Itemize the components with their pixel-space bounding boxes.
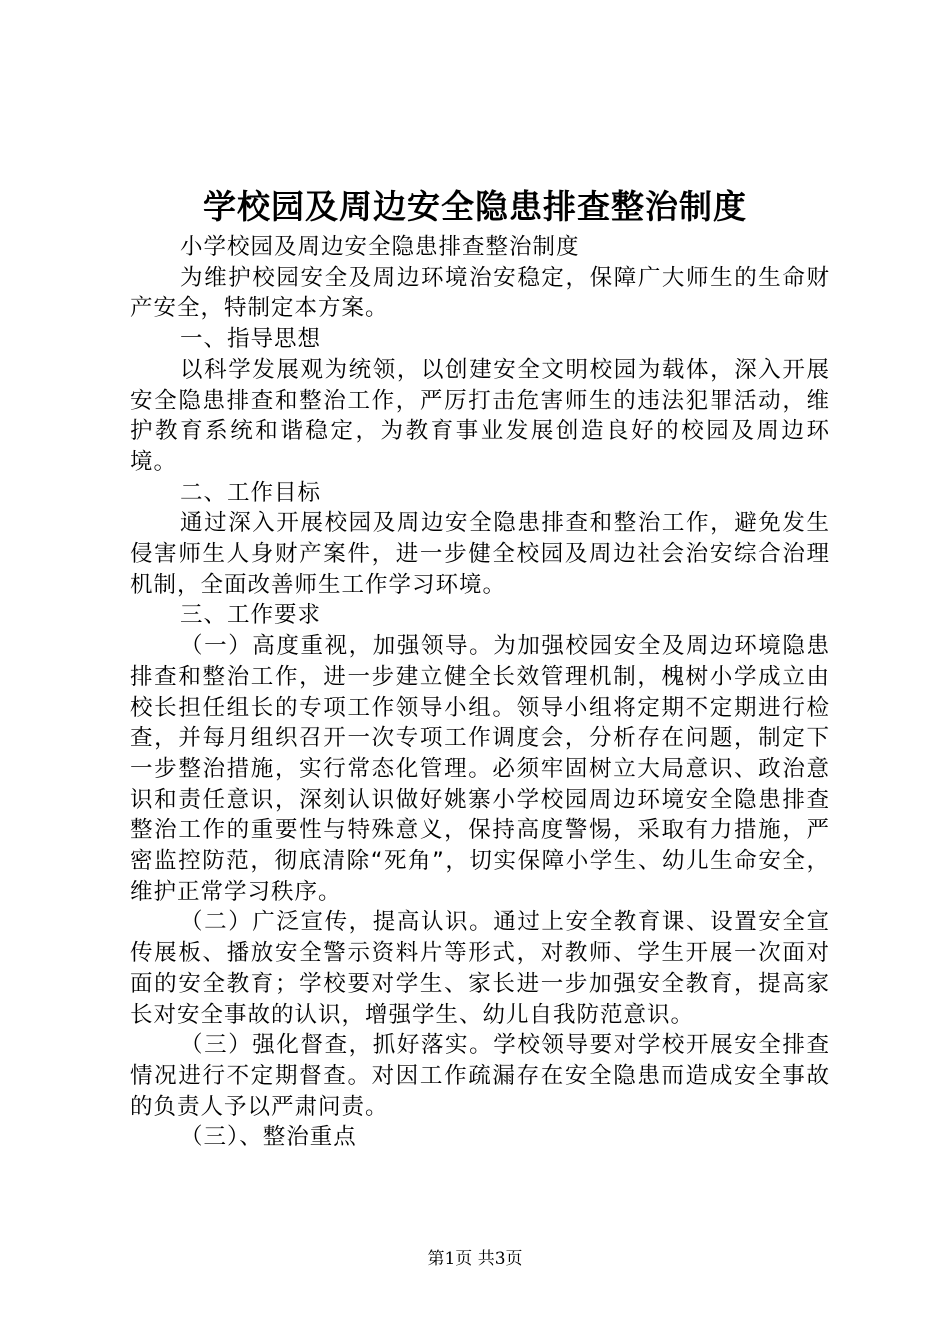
requirement-3-paragraph: （三）强化督查，抓好落实。学校领导要对学校开展安全排查情况进行不定期督查。对因工作疏漏存在安全隐患而造成安全事故的负责人予以严肃问责。: [130, 1032, 830, 1120]
section-heading-key-points: （三）、整治重点: [180, 1124, 357, 1151]
section-heading-work-requirements: 三、工作要求: [180, 602, 322, 629]
section-heading-guiding-thought: 一、指导思想: [180, 326, 322, 353]
intro-paragraph: 为维护校园安全及周边环境治安稳定，保障广大师生的生命财产安全，特制定本方案。: [130, 264, 830, 322]
requirement-1-paragraph: （一）高度重视，加强领导。为加强校园安全及周边环境隐患排查和整治工作，进一步建立健全长效管理机制，槐树小学成立由校长担任组长的专项工作领导小组。领导小组将定期不定期进行检查，并每月组织召开一次专项工作调度会，分析存在问题，制定下一步整治措施，实行常态化管理。必须牢固树立大局意识、政治意识和责任意识，深刻认识做好姚寨小学校园周边环境安全隐患排查整治工作的重要性与特殊意义，保持高度警惕，采取有力措施，严密监控防范，彻底清除“死角”，切实保障小学生、幼儿生命安全，维护正常学习秩序。: [130, 633, 830, 905]
document-title: 学校园及周边安全隐患排查整治制度: [203, 187, 747, 226]
subtitle-paragraph: 小学校园及周边安全隐患排查整治制度: [180, 234, 580, 260]
section-heading-work-goal: 二、工作目标: [180, 479, 322, 506]
requirement-2-paragraph: （二）广泛宣传，提高认识。通过上安全教育课、设置安全宣传展板、播放安全警示资料片等形式，对教师、学生开展一次面对面的安全教育；学校要对学生、家长进一步加强安全教育，提高家长对安全事故的认识，增强学生、幼儿自我防范意识。: [130, 909, 830, 1028]
guiding-thought-paragraph: 以科学发展观为统领，以创建安全文明校园为载体，深入开展安全隐患排查和整治工作，严厉打击危害师生的违法犯罪活动，维护教育系统和谐稳定，为教育事业发展创造良好的校园及周边环境。: [130, 356, 830, 475]
document-body: [130, 232, 830, 1153]
page-footer: 第1页 共3页: [427, 1249, 523, 1269]
work-goal-paragraph: 通过深入开展校园及周边安全隐患排查和整治工作，避免发生侵害师生人身财产案件，进一步健全校园及周边社会治安综合治理机制，全面改善师生工作学习环境。: [130, 510, 830, 598]
